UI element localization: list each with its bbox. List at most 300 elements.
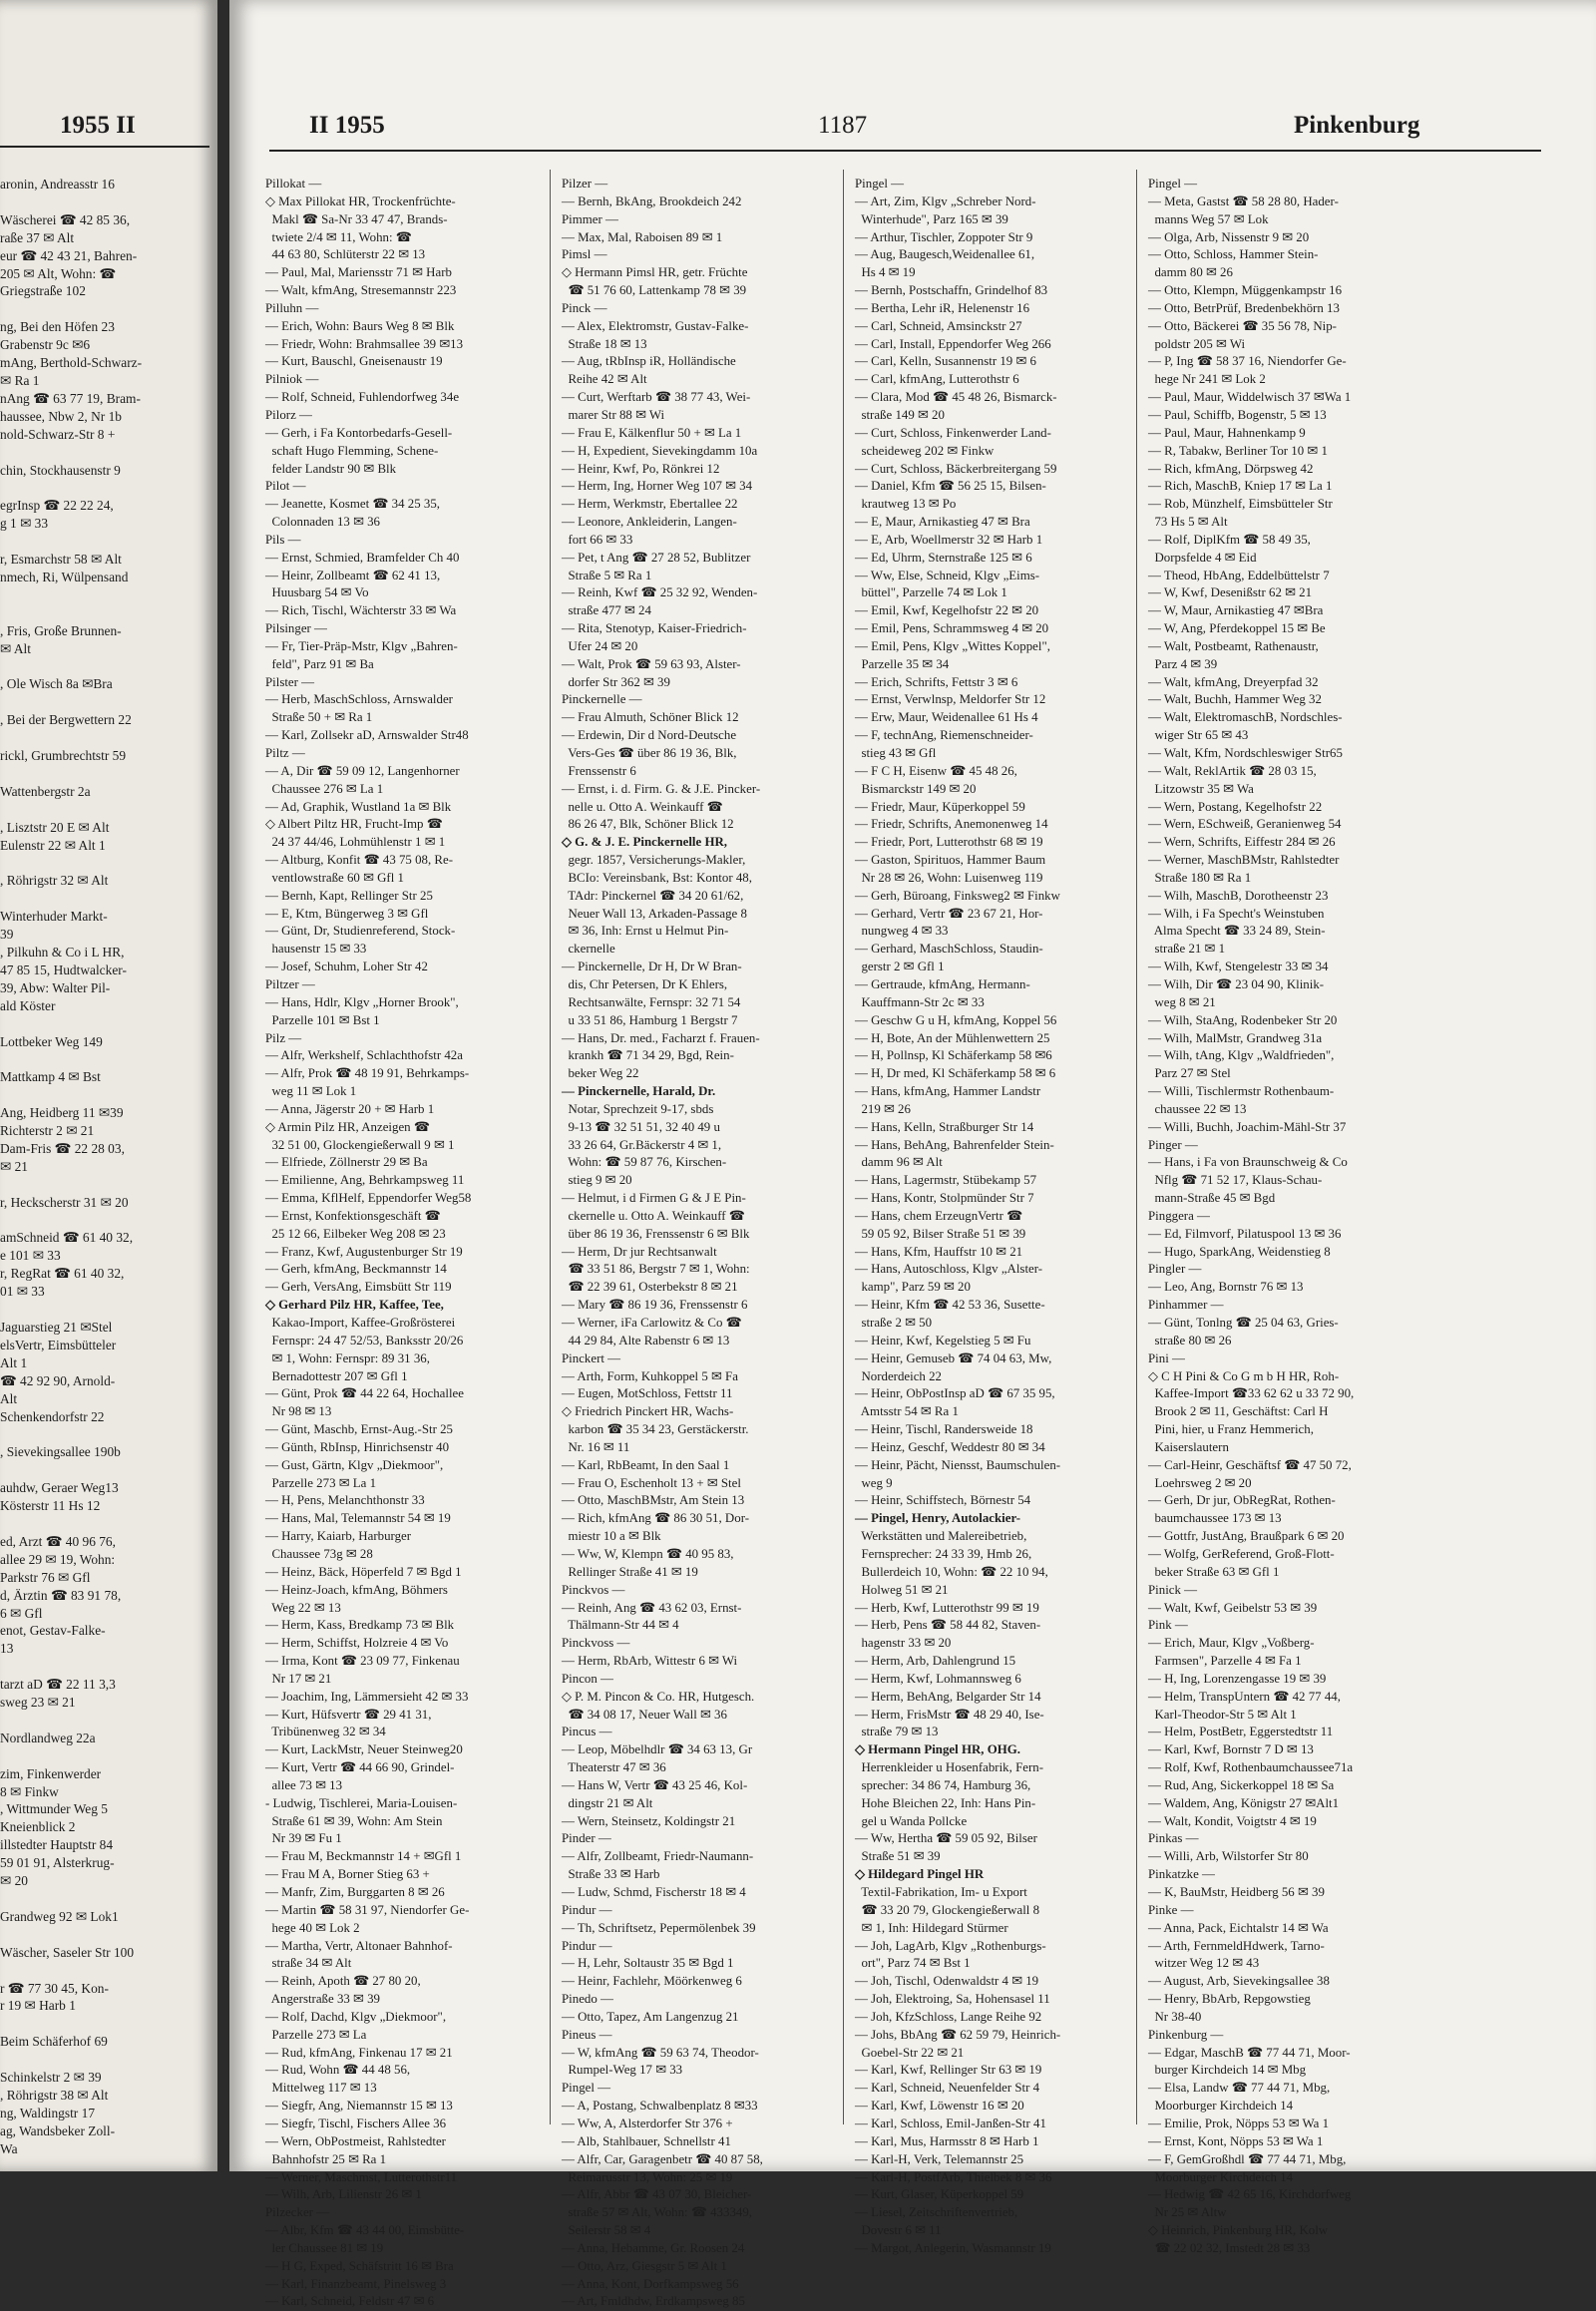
left-page-line: auhdw, Geraer Weg13 (0, 1480, 119, 1496)
directory-entry-line: — Gertraude, kfmAng, Hermann- (855, 976, 1030, 991)
directory-entry-line: marer Str 88 ✉ Wi (562, 407, 665, 422)
left-page-line: 8 ✉ Finkw (0, 1783, 59, 1799)
directory-entry-line: Pindur — (562, 1902, 612, 1917)
directory-entry-line: ☎ 51 76 60, Lattenkamp 78 ✉ 39 (562, 283, 747, 298)
directory-entry-line: Pimmer — (562, 211, 618, 226)
directory-entry-line: büttel", Parzelle 74 ✉ Lok 1 (855, 585, 1007, 600)
directory-entry-line: Moorburger Kirchdeich 14 (1148, 2099, 1294, 2114)
directory-entry-line: — Anna, Jägerstr 20 + ✉ Harb 1 (265, 1101, 435, 1116)
left-page-line: Wa (0, 2140, 18, 2156)
left-page-line: mAng, Berthold-Schwarz- (0, 355, 143, 371)
directory-entry-line: feld", Parz 91 ✉ Ba (265, 656, 374, 671)
directory-entry-line: — August, Arb, Sievekingsallee 38 (1148, 1974, 1330, 1989)
directory-entry-line: sprecher: 34 86 74, Hamburg 36, (855, 1777, 1031, 1792)
directory-entry-line: Tribünenweg 32 ✉ 34 (265, 1725, 386, 1739)
directory-entry-line: hege 40 ✉ Lok 2 (265, 1920, 360, 1935)
left-page-line: r 19 ✉ Harb 1 (0, 1998, 76, 2014)
directory-entry-line: ler Chaussee 81 ✉ 19 (265, 2240, 384, 2255)
directory-entry-line: Angerstraße 33 ✉ 39 (265, 1992, 380, 2007)
directory-entry-line: twiete 2/4 ✉ 11, Wohn: ☎ (265, 229, 412, 244)
directory-entry-line: — Wilh, Kwf, Stengelestr 33 ✉ 34 (1148, 960, 1329, 974)
directory-entry-line: — Heinr, Zollbeamt ☎ 62 41 13, (265, 568, 441, 582)
directory-entry-line: — Daniel, Kfm ☎ 56 25 15, Bilsen- (855, 479, 1046, 494)
directory-entry-line: — Meta, Gastst ☎ 58 28 80, Hader- (1148, 193, 1339, 208)
directory-entry-line: — Helm, PostBetr, Eggerstedtstr 11 (1148, 1725, 1334, 1739)
directory-entry-line: — Herm, Werkmstr, Ebertallee 22 (562, 497, 738, 512)
left-page-line (0, 586, 205, 604)
left-page-line (0, 1015, 205, 1033)
directory-entry-line: — Art, Fmldhdw, Erdkampsweg 85 (562, 2294, 745, 2309)
directory-entry-line: — Werner, Maschmst, Lutterothstr11 (265, 2169, 458, 2184)
directory-entry-line: — Henry, BbArb, Repgowstieg (1148, 1992, 1311, 2007)
directory-entry-line: damm 80 ✉ 26 (1148, 265, 1233, 280)
directory-entry-line: über 86 19 36, Frenssenstr 6 ✉ Blk (562, 1226, 750, 1241)
directory-entry-line: — Arth, FernmeldHdwerk, Tarno- (1148, 1938, 1325, 1953)
directory-entry-line: chaussee 22 ✉ 13 (1148, 1101, 1247, 1116)
directory-entry-line: — Heinr, Fachlehr, Möörkenweg 6 (562, 1974, 742, 1989)
directory-entry-line: Makl ☎ Sa-Nr 33 47 47, Brands- (265, 211, 448, 226)
directory-entry-line: — H, Pollnsp, Kl Schäferkamp 58 ✉6 (855, 1048, 1052, 1063)
directory-entry-line: — Heinz, Geschf, Weddestr 80 ✉ 34 (855, 1439, 1045, 1454)
directory-entry-line: Pilsinger — (265, 621, 327, 636)
directory-entry-line: — Reinh, Ang ☎ 43 62 03, Ernst- (562, 1600, 742, 1615)
directory-entry-line: Kauffmann-Str 2c ✉ 33 (855, 994, 985, 1009)
left-page-line: d, Ärztin ☎ 83 91 78, (0, 1587, 122, 1603)
directory-entry-line: — Willi, Arb, Wilstorfer Str 80 (1148, 1849, 1309, 1864)
directory-entry-line: Dorpsfelde 4 ✉ Eid (1148, 550, 1257, 565)
directory-entry-line: — Walt, Kfm, Nordschleswiger Str65 (1148, 746, 1343, 760)
left-page-line: Wäscherei ☎ 42 85 36, (0, 211, 131, 227)
left-page-line (0, 657, 205, 675)
left-page-line: 205 ✉ Alt, Wohn: ☎ (0, 265, 117, 281)
directory-entry-line: Winterhude", Parz 165 ✉ 39 (855, 211, 1008, 226)
directory-entry-line: Pilzer — (562, 177, 608, 191)
left-page-line (0, 1712, 205, 1730)
left-page-line: Parkstr 76 ✉ Gfl (0, 1569, 91, 1585)
left-page-line: ✉ 21 (0, 1158, 28, 1174)
directory-entry-line: Straße 61 ✉ 39, Wohn: Am Stein (265, 1813, 443, 1828)
directory-entry-line: weg 8 ✉ 21 (1148, 994, 1216, 1009)
directory-entry-line: — Heinr, Pächt, Niensst, Baumschulen- (855, 1457, 1061, 1472)
directory-entry-line: — Emilie, Prok, Nöpps 53 ✉ Wa 1 (1148, 2116, 1330, 2130)
directory-entry-line: fort 66 ✉ 33 (562, 532, 633, 547)
directory-entry-line: Parz 27 ✉ Stel (1148, 1066, 1231, 1081)
directory-entry-line: Colonnaden 13 ✉ 36 (265, 515, 380, 530)
directory-entry-line: — Wern, Schrifts, Eiffestr 284 ✉ 26 (1148, 835, 1336, 850)
directory-entry-line: — Heinr, Kfm ☎ 42 53 36, Susette- (855, 1298, 1045, 1313)
directory-entry-line: — H G, Exped, Schäfstritt 16 ✉ Bra (265, 2258, 454, 2273)
left-page-line (0, 729, 205, 747)
directory-entry-line: Pingel — (562, 2081, 611, 2096)
directory-entry-line: — Alfr, Car, Garagenbetr ☎ 40 87 58, (562, 2151, 763, 2166)
directory-entry-line: — Walt, Buchh, Hammer Weg 32 (1148, 692, 1322, 707)
directory-entry-line: — Walt, kfmAng, Stresemannstr 223 (265, 283, 457, 298)
directory-entry-line: Nr. 16 ✉ 11 (562, 1439, 630, 1454)
directory-entry-line: Pinkenburg — (1148, 2027, 1224, 2042)
directory-entry-line: — Clara, Mod ☎ 45 48 26, Bismarck- (855, 390, 1057, 405)
left-page-line: ✉ 20 (0, 1873, 28, 1889)
left-page-line: r, Esmarchstr 58 ✉ Alt (0, 552, 122, 568)
directory-entry-line: straße 2 ✉ 50 (855, 1316, 933, 1330)
directory-entry-line: allee 73 ✉ 13 (265, 1777, 343, 1792)
directory-entry-line: Farmsen", Parzelle 4 ✉ Fa 1 (1148, 1654, 1302, 1669)
directory-entry-line: Pilster — (265, 674, 315, 689)
directory-entry-line: poldstr 205 ✉ Wi (1148, 336, 1246, 351)
left-page-line: ng, Bei den Höfen 23 (0, 319, 115, 335)
directory-entry-line: ☎ 33 51 86, Bergstr 7 ✉ 1, Wohn: (562, 1262, 750, 1277)
directory-entry-line: Hs 4 ✉ 19 (855, 265, 916, 280)
left-page-line: eur ☎ 42 43 21, Bahren- (0, 247, 138, 263)
directory-entry-line: — E, Ktm, Büngerweg 3 ✉ Gfl (265, 906, 429, 921)
directory-entry-line: — Geschw G u H, kfmAng, Koppel 56 (855, 1012, 1057, 1027)
directory-entry-line: — Manfr, Zim, Burggarten 8 ✉ 26 (265, 1885, 445, 1899)
directory-entry-line: TAdr: Pinckernel ☎ 34 20 61/62, (562, 888, 744, 903)
left-page-line: Kneienblick 2 (0, 1819, 76, 1835)
directory-entry-line: — Kurt, LackMstr, Neuer Steinweg20 (265, 1742, 463, 1757)
directory-entry-line: — Theod, HbAng, Eddelbüttelstr 7 (1148, 568, 1330, 582)
directory-entry-line: — Hans, Kelln, Straßburger Str 14 (855, 1119, 1034, 1134)
directory-entry-line: ☎ 22 39 61, Osterbekstr 8 ✉ 21 (562, 1280, 738, 1295)
left-page-line: raße 37 ✉ Alt (0, 229, 75, 245)
directory-entry-line: — F C H, Eisenw ☎ 45 48 26, (855, 763, 1017, 778)
directory-column-2 (562, 176, 824, 2311)
directory-entry-line: Pillokat — (265, 177, 322, 191)
left-page-line (0, 1301, 205, 1319)
left-page-line: Grabenstr 9c ✉6 (0, 337, 91, 353)
directory-entry-line: straße 79 ✉ 13 (855, 1725, 939, 1739)
directory-entry-line: stieg 43 ✉ Gfl (855, 746, 937, 760)
directory-entry-line: — Altburg, Konfit ☎ 43 75 08, Re- (265, 853, 454, 868)
directory-entry-line: nungweg 4 ✉ 33 (855, 924, 949, 939)
directory-entry-line: — Heinr, Tischl, Randersweide 18 (855, 1422, 1033, 1437)
directory-entry-line: — Walt, ReklArtik ☎ 28 03 15, (1148, 763, 1317, 778)
directory-entry-line: — Eugen, MotSchloss, Fettstr 11 (562, 1386, 733, 1401)
directory-entry-line: BCIo: Vereinsbank, Bst: Kontor 48, (562, 870, 752, 885)
directory-entry-line: — W, Maur, Arnikastieg 47 ✉Bra (1148, 603, 1324, 618)
directory-column-4 (1148, 176, 1410, 2258)
column-divider (843, 170, 844, 2124)
directory-entry-line: Frenssenstr 6 (562, 763, 636, 778)
directory-entry-line: Kaiserslautern (1148, 1439, 1229, 1454)
directory-entry-line: — Erich, Wohn: Baurs Weg 8 ✉ Blk (265, 318, 455, 333)
directory-entry-line: — Harry, Kaiarb, Harburger (265, 1529, 412, 1544)
left-page-line: Eulenstr 22 ✉ Alt 1 (0, 837, 106, 853)
left-page-line: r, Heckscherstr 31 ✉ 20 (0, 1194, 129, 1210)
directory-entry-line: Piltz — (265, 746, 305, 760)
directory-entry-line: — Walt, Prok ☎ 59 63 93, Alster- (562, 656, 741, 671)
directory-entry-line: 219 ✉ 26 (855, 1101, 911, 1116)
directory-entry-line: — Josef, Schuhm, Loher Str 42 (265, 960, 428, 974)
directory-entry-line: — Karl-H, PostfArb, Thielbek 8 ✉ 36 (855, 2169, 1052, 2184)
directory-entry-line: ◇ Hildegard Pingel HR (855, 1867, 985, 1882)
left-page-line: Beim Schäferhof 69 (0, 2034, 108, 2050)
directory-entry-line: — Herb, MaschSchloss, Arnswalder (265, 692, 453, 707)
directory-entry-line: — Otto, Bäckerei ☎ 35 56 78, Nip- (1148, 318, 1337, 333)
directory-entry-line: — Albr, Kfm ☎ 43 44 00, Eimsbütte- (265, 2223, 465, 2238)
directory-entry-line: Nflg ☎ 71 52 17, Klaus-Schau- (1148, 1173, 1323, 1188)
left-page-line: r ☎ 77 30 45, Kon- (0, 1980, 109, 1996)
directory-entry-line: dorfer Str 362 ✉ 39 (562, 674, 670, 689)
directory-entry-line: — Ed, Filmvorf, Pilatuspool 13 ✉ 36 (1148, 1226, 1342, 1241)
directory-entry-line: — Gerh, i Fa Kontorbedarfs-Gesell- (265, 425, 453, 440)
directory-entry-line: Wohn: ☎ 59 87 76, Kirschen- (562, 1155, 727, 1170)
directory-entry-line: Nr 25 ✉ Altw (1148, 2205, 1227, 2220)
directory-entry-line: Parzelle 101 ✉ Bst 1 (265, 1012, 380, 1027)
directory-entry-line: — Rob, Münzhelf, Eimsbütteler Str (1148, 497, 1333, 512)
directory-entry-line: — Heinr, Gemuseb ☎ 74 04 63, Mw, (855, 1350, 1052, 1365)
left-page-line: Alt 1 (0, 1354, 28, 1370)
directory-column-1 (265, 176, 528, 2311)
directory-entry-line: 25 12 66, Eilbeker Weg 208 ✉ 23 (265, 1226, 446, 1241)
directory-entry-line: Karl-Theodor-Str 5 ✉ Alt 1 (1148, 1707, 1297, 1722)
directory-entry-line: u 33 51 86, Hamburg 1 Bergstr 7 (562, 1012, 738, 1027)
directory-entry-line: — Alfr, Abbr ☎ 43 07 30, Bleicher- (562, 2187, 752, 2202)
directory-entry-line: schaft Hugo Flemming, Schene- (265, 443, 439, 458)
directory-entry-line: Fernsprecher: 24 33 39, Hmb 26, (855, 1546, 1032, 1561)
directory-entry-line: — Herm, Kass, Bredkamp 73 ✉ Blk (265, 1618, 455, 1633)
directory-entry-line: — Herm, Kwf, Lohmannsweg 6 (855, 1671, 1021, 1686)
directory-entry-line: — Hans, kfmAng, Hammer Landstr (855, 1084, 1041, 1099)
directory-entry-line: straße 34 ✉ Alt (265, 1956, 352, 1971)
directory-entry-line: Bismarckstr 149 ✉ 20 (855, 781, 977, 796)
directory-entry-line: — Gaston, Spirituos, Hammer Baum (855, 853, 1046, 868)
directory-entry-line: ◇ C H Pini & Co G m b H HR, Roh- (1148, 1368, 1340, 1383)
directory-entry-line: — Emilienne, Ang, Behrkampsweg 11 (265, 1173, 465, 1188)
directory-entry-line: — Helmut, i d Firmen G & J E Pin- (562, 1191, 746, 1206)
directory-entry-line: — Siegfr, Tischl, Fischers Allee 36 (265, 2116, 447, 2130)
directory-entry-line: — Walt, Kondit, Voigtstr 4 ✉ 19 (1148, 1813, 1317, 1828)
directory-entry-line: Pilzecker — (265, 2205, 330, 2220)
left-page-line: Nordlandweg 22a (0, 1730, 96, 1745)
left-page-line: Kösterstr 11 Hs 12 (0, 1498, 101, 1514)
directory-entry-line: manns Weg 57 ✉ Lok (1148, 211, 1269, 226)
directory-entry-line: Rechtsanwälte, Fernspr: 32 71 54 (562, 994, 741, 1009)
directory-entry-line: Bahnhofstr 25 ✉ Ra 1 (265, 2151, 387, 2166)
left-page-line: 39 (0, 927, 14, 943)
directory-entry-line: Straße 5 ✉ Ra 1 (562, 568, 652, 582)
left-page-line: nmech, Ri, Wülpensand (0, 569, 129, 584)
left-page-line: , Röhrigstr 32 ✉ Alt (0, 873, 109, 889)
directory-entry-line: straße 149 ✉ 20 (855, 407, 945, 422)
directory-entry-line: — Arthur, Tischler, Zoppoter Str 9 (855, 229, 1033, 244)
directory-entry-line: Rumpel-Weg 17 ✉ 33 (562, 2063, 683, 2078)
directory-entry-line: — Walt, ElektromaschB, Nordschles- (1148, 710, 1343, 725)
directory-entry-line: — Ernst, Konfektionsgeschäft ☎ (265, 1208, 441, 1223)
directory-entry-line: Pinkas — (1148, 1831, 1199, 1846)
directory-entry-line: — Carl, Kelln, Susannenstr 19 ✉ 6 (855, 354, 1036, 369)
left-page-line (0, 1658, 205, 1676)
directory-entry-line: — Ww, Hertha ☎ 59 05 92, Bilser (855, 1831, 1037, 1846)
directory-entry-line: — Rolf, Schneid, Fuhlendorfweg 34e (265, 390, 460, 405)
directory-entry-line: — Bernh, BkAng, Brookdeich 242 (562, 193, 742, 208)
directory-entry-line: Straße 50 + ✉ Ra 1 (265, 710, 373, 725)
directory-entry-line: ◇ Hermann Pingel HR, OHG. (855, 1742, 1021, 1757)
page-number: 1187 (818, 112, 868, 139)
directory-entry-line: — Wilh, Arb, Lilienstr 26 ✉ 1 (265, 2187, 422, 2202)
directory-entry-line: — Gerh, VersAng, Eimsbütt Str 119 (265, 1280, 452, 1295)
left-page-line: Alt (0, 1390, 18, 1406)
header-running-head: Pinkenburg (1294, 112, 1420, 139)
left-page-line: r, RegRat ☎ 61 40 32, (0, 1266, 125, 1282)
directory-entry-line: ✉ 36, Inh: Ernst u Helmut Pin- (562, 924, 729, 939)
directory-entry-line: Straße 51 ✉ 39 (855, 1849, 941, 1864)
directory-entry-line: — Rolf, Dachd, Klgv „Diekmoor", (265, 2009, 447, 2024)
directory-entry-line: Norderdeich 22 (855, 1368, 942, 1383)
directory-entry-line: — Carl, kfmAng, Lutterothstr 6 (855, 372, 1019, 387)
directory-entry-line: 44 29 84, Alte Rabenstr 6 ✉ 13 (562, 1333, 730, 1348)
left-page-line (0, 1425, 205, 1443)
directory-entry-line: — Martin ☎ 58 31 97, Niendorfer Ge- (265, 1902, 470, 1917)
left-page-line: Schenkendorfstr 22 (0, 1408, 105, 1424)
directory-entry-line: Fernspr: 24 47 52/53, Banksstr 20/26 (265, 1333, 464, 1348)
directory-entry-line: Straße 33 ✉ Harb (562, 1867, 660, 1882)
directory-entry-line: — Hans, i Fa von Braunschweig & Co (1148, 1155, 1348, 1170)
directory-entry-line: 73 Hs 5 ✉ Alt (1148, 515, 1228, 530)
directory-entry-line: — Rich, kfmAng ☎ 86 30 51, Dor- (562, 1511, 750, 1526)
left-page-column (0, 176, 205, 2158)
directory-entry-line: — Hans, Hdlr, Klgv „Horner Brook", (265, 994, 459, 1009)
directory-entry-line: — Anna, Kont, Dorfkampsweg 56 (562, 2276, 739, 2291)
directory-entry-line: — F, technAng, Riemenschneider- (855, 728, 1033, 743)
directory-entry-line: — Anna, Pack, Eichtalstr 14 ✉ Wa (1148, 1920, 1329, 1935)
directory-entry-line: — Heinr, Schiffstech, Börnestr 54 (855, 1493, 1031, 1508)
directory-entry-line: Pinck — (562, 300, 607, 315)
page-header (229, 112, 1596, 152)
directory-entry-line: ◇ Heinrich, Pinkenburg HR, Kolw (1148, 2223, 1329, 2238)
directory-entry-line: 86 26 47, Blk, Schöner Blick 12 (562, 817, 734, 832)
directory-entry-line: — Carl-Heinr, Geschäftsf ☎ 47 50 72, (1148, 1457, 1352, 1472)
directory-entry-line: — Rolf, Kwf, Rothenbaumchaussee71a (1148, 1760, 1354, 1775)
directory-entry-line: Theaterstr 47 ✉ 36 (562, 1760, 666, 1775)
directory-entry-line: — Pinckernelle, Harald, Dr. (562, 1084, 716, 1099)
directory-entry-line: — Mary ☎ 86 19 36, Frenssenstr 6 (562, 1298, 748, 1313)
left-page-line: 59 01 91, Alsterkrug- (0, 1855, 115, 1871)
directory-entry-line: stieg 9 ✉ 20 (562, 1173, 632, 1188)
directory-entry-line: — Leonore, Ankleiderin, Langen- (562, 515, 737, 530)
directory-entry-line: — Wern, Postang, Kegelhofstr 22 (1148, 799, 1323, 814)
directory-entry-line: ◇ Albert Piltz HR, Frucht-Imp ☎ (265, 817, 443, 832)
left-page-line (0, 693, 205, 711)
left-header-rule (0, 146, 209, 148)
directory-entry-line: dingstr 21 ✉ Alt (562, 1795, 653, 1810)
left-page-line: , Ole Wisch 8a ✉Bra (0, 676, 113, 692)
directory-entry-line: Litzowstr 35 ✉ Wa (1148, 781, 1254, 796)
left-page-line: egrInsp ☎ 22 22 24, (0, 498, 114, 514)
left-page-line: nold-Schwarz-Str 8 + (0, 426, 116, 442)
directory-entry-line: ☎ 33 20 79, Glockengießerwall 8 (855, 1902, 1040, 1917)
directory-entry-line: Alma Specht ☎ 33 24 89, Stein- (1148, 924, 1326, 939)
directory-entry-line: gegr. 1857, Versicherungs-Makler, (562, 853, 746, 868)
directory-entry-line: Pinkatzke — (1148, 1867, 1215, 1882)
directory-entry-line: — Günt, Dr, Studienreferend, Stock- (265, 924, 456, 939)
directory-entry-line: — Ww, Else, Schneid, Klgv „Eims- (855, 568, 1040, 582)
directory-entry-line: — Günt, Maschb, Ernst-Aug.-Str 25 (265, 1422, 453, 1437)
directory-entry-line: Thälmann-Str 44 ✉ 4 (562, 1618, 679, 1633)
directory-entry-line: damm 96 ✉ Alt (855, 1155, 943, 1170)
directory-entry-line: — Carl, Install, Eppendorfer Weg 266 (855, 336, 1051, 351)
left-page-line: zim, Finkenwerder (0, 1765, 102, 1781)
directory-entry-line: — Elsa, Landw ☎ 77 44 71, Mbg, (1148, 2081, 1331, 2096)
directory-entry-line: — Herm, RbArb, Wittestr 6 ✉ Wi (562, 1654, 738, 1669)
directory-entry-line: — Ernst, Schmied, Bramfelder Ch 40 (265, 550, 460, 565)
left-page-line: g 1 ✉ 33 (0, 516, 49, 532)
directory-entry-line: — Wilh, Dir ☎ 23 04 90, Klinik- (1148, 976, 1325, 991)
directory-entry-line: — Paul, Schiffb, Bogenstr, 5 ✉ 13 (1148, 407, 1327, 422)
directory-entry-line: — Gerh, kfmAng, Beckmannstr 14 (265, 1262, 447, 1277)
left-page-line (0, 1050, 205, 1068)
directory-entry-line: — Heinr, Kwf, Po, Rönkrei 12 (562, 461, 720, 476)
directory-entry-line: — Friedr, Maur, Küperkoppel 59 (855, 799, 1025, 814)
directory-entry-line: — Erw, Maur, Weidenallee 61 Hs 4 (855, 710, 1038, 725)
directory-entry-line: Pilniok — (265, 372, 319, 387)
directory-entry-line: 33 26 64, Gr.Bäckerstr 4 ✉ 1, (562, 1137, 722, 1152)
directory-entry-line: — Friedr, Wohn: Brahmsallee 39 ✉13 (265, 336, 464, 351)
directory-entry-line: — Rud, Ang, Sickerkoppel 18 ✉ Sa (1148, 1777, 1335, 1792)
directory-entry-line: — Walt, Postbeamt, Rathenaustr, (1148, 638, 1319, 653)
directory-entry-line: — Karl, RbBeamt, In den Saal 1 (562, 1457, 730, 1472)
directory-entry-line: — Wern, Steinsetz, Koldingstr 21 (562, 1813, 736, 1828)
directory-entry-line: — Wern, ObPostmeist, Rahlstedter (265, 2133, 446, 2148)
directory-entry-line: straße 21 ✉ 1 (1148, 942, 1226, 957)
directory-entry-line: — Otto, MaschBMstr, Am Stein 13 (562, 1493, 745, 1508)
directory-entry-line: — Rud, Wohn ☎ 44 48 56, (265, 2063, 411, 2078)
directory-entry-line: Pindur — (562, 1938, 612, 1953)
left-page-line: , Pilkuhn & Co i L HR, (0, 944, 125, 960)
directory-entry-line: — Frau O, Eschenholt 13 + ✉ Stel (562, 1475, 741, 1490)
directory-entry-line: — Wilh, i Fa Specht's Weinstuben (1148, 906, 1325, 921)
directory-entry-line: — Frau E, Kälkenflur 50 + ✉ La 1 (562, 425, 742, 440)
left-page-line: 01 ✉ 33 (0, 1284, 45, 1300)
left-page-line (0, 604, 205, 622)
directory-entry-line: — Rita, Stenotyp, Kaiser-Friedrich- (562, 621, 747, 636)
directory-entry-line: — Wern, ESchweiß, Geranienweg 54 (1148, 817, 1342, 832)
directory-entry-line: beker Weg 22 (562, 1066, 639, 1081)
directory-entry-line: — Frau M A, Borner Stieg 63 + (265, 1867, 430, 1882)
directory-entry-line: — Bernh, Kapt, Rellinger Str 25 (265, 888, 433, 903)
column-divider (550, 170, 551, 2124)
directory-entry-line: — Kurt, Glaser, Küperkoppel 59 (855, 2187, 1024, 2202)
directory-entry-line: Textil-Fabrikation, Im- u Export (855, 1885, 1027, 1899)
directory-entry-line: ◇ Friedrich Pinckert HR, Wachs- (562, 1404, 734, 1419)
left-page-line (0, 1515, 205, 1533)
directory-entry-line: — Paul, Mal, Mariensstr 71 ✉ Harb (265, 265, 452, 280)
directory-entry-line: Parzelle 35 ✉ 34 (855, 656, 950, 671)
directory-entry-line: — Martha, Vertr, Altonaer Bahnhof- (265, 1938, 453, 1953)
left-page-line: Winterhuder Markt- (0, 909, 108, 925)
directory-entry-line: — Ernst, Kont, Nöpps 53 ✉ Wa 1 (1148, 2133, 1324, 2148)
left-page-line: enot, Gestav-Falke- (0, 1623, 106, 1639)
directory-entry-line: — Erich, Maur, Klgv „Voßberg- (1148, 1636, 1315, 1651)
directory-entry-line: — Gerh, Büroang, Finksweg2 ✉ Finkw (855, 888, 1060, 903)
directory-entry-line: — F, GemGroßhdl ☎ 77 44 71, Mbg, (1148, 2151, 1347, 2166)
directory-entry-line: — Irma, Kont ☎ 23 09 77, Finkenau (265, 1654, 460, 1669)
directory-entry-line: — A, Postang, Schwalbenplatz 8 ✉33 (562, 2099, 758, 2114)
directory-entry-line: ◇ P. M. Pincon & Co. HR, Hutgesch. (562, 1689, 755, 1704)
directory-entry-line: Pilorz — (265, 407, 312, 422)
directory-entry-line: — Emil, Pens, Klgv „Wittes Koppel", (855, 638, 1050, 653)
directory-entry-line: — Frau M, Beckmannstr 14 + ✉Gfl 1 (265, 1849, 462, 1864)
directory-entry-line: — Otto, Schloss, Hammer Stein- (1148, 247, 1319, 262)
directory-entry-line: Rellinger Straße 41 ✉ 19 (562, 1564, 698, 1579)
directory-entry-line: straße 80 ✉ 26 (1148, 1333, 1232, 1348)
left-page-line: Wäscher, Saseler Str 100 (0, 1944, 135, 1960)
directory-entry-line: Pinick — (1148, 1582, 1198, 1597)
directory-entry-line: — Aug, tRbInsp iR, Holländische (562, 354, 736, 369)
directory-entry-line: Chaussee 276 ✉ La 1 (265, 781, 384, 796)
directory-entry-line: — Wilh, tAng, Klgv „Waldfrieden", (1148, 1048, 1335, 1063)
directory-column-3 (855, 176, 1117, 2258)
directory-entry-line: — Gerh, Dr jur, ObRegRat, Rothen- (1148, 1493, 1336, 1508)
